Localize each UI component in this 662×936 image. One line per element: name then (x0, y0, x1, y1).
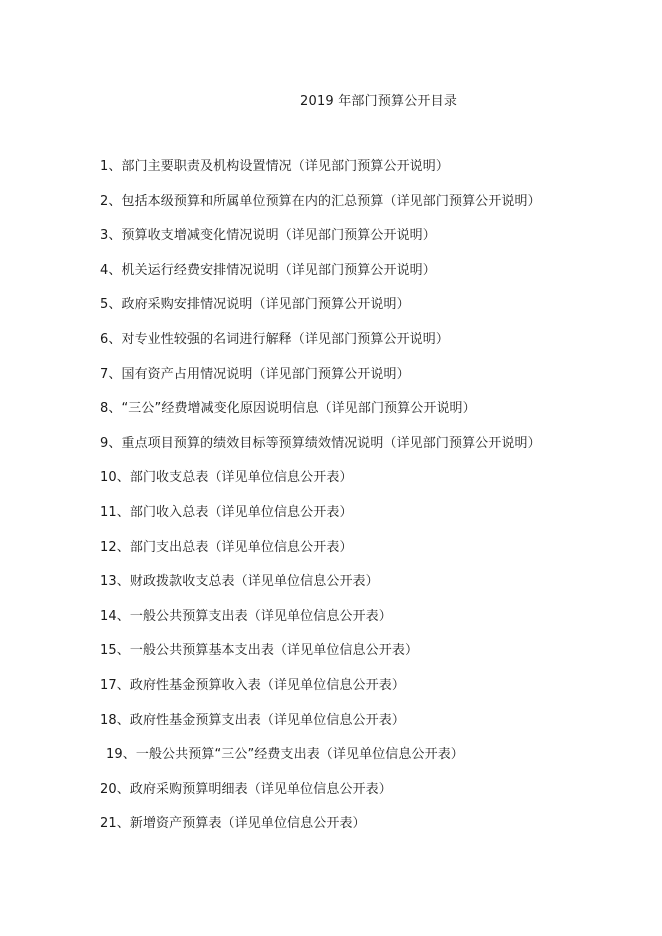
toc-item: 15、一般公共预算基本支出表（详见单位信息公开表） (100, 643, 419, 659)
toc-item: 14、一般公共预算支出表（详见单位信息公开表） (100, 608, 392, 624)
toc-item: 12、部门支出总表（详见单位信息公开表） (100, 539, 353, 555)
toc-item: 11、部门收入总表（详见单位信息公开表） (100, 504, 353, 520)
toc-item: 4、机关运行经费安排情况说明（详见部门预算公开说明） (100, 262, 436, 278)
toc-item: 20、政府采购预算明细表（详见单位信息公开表） (100, 781, 392, 797)
toc-item: 17、政府性基金预算收入表（详见单位信息公开表） (100, 677, 405, 693)
toc-item: 19、一般公共预算“三公”经费支出表（详见单位信息公开表） (106, 747, 464, 763)
toc-item: 6、对专业性较强的名词进行解释（详见部门预算公开说明） (100, 331, 449, 347)
toc-item: 8、“三公”经费增减变化原因说明信息（详见部门预算公开说明） (100, 401, 476, 417)
table-of-contents (100, 157, 541, 849)
toc-item: 2、包括本级预算和所属单位预算在内的汇总预算（详见部门预算公开说明） (100, 193, 541, 209)
toc-item: 10、部门收支总表（详见单位信息公开表） (100, 470, 353, 486)
toc-item: 5、政府采购安排情况说明（详见部门预算公开说明） (100, 297, 410, 313)
toc-item: 3、预算收支增减变化情况说明（详见部门预算公开说明） (100, 228, 436, 244)
toc-item: 9、重点项目预算的绩效目标等预算绩效情况说明（详见部门预算公开说明） (100, 435, 541, 451)
toc-item: 1、部门主要职责及机构设置情况（详见部门预算公开说明） (100, 159, 449, 174)
toc-item: 21、新增资产预算表（详见单位信息公开表） (100, 816, 366, 832)
toc-item: 13、财政拨款收支总表（详见单位信息公开表） (100, 574, 379, 590)
toc-item: 18、政府性基金预算支出表（详见单位信息公开表） (100, 712, 405, 728)
page-title: 2019 年部门预算公开目录 (300, 94, 458, 109)
toc-item: 7、国有资产占用情况说明（详见部门预算公开说明） (100, 366, 410, 382)
